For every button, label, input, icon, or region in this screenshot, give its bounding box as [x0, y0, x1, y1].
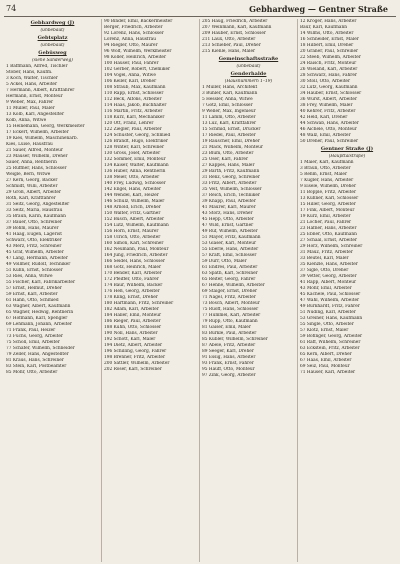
- resident-entry: 3 Bühler, Karl, Kaufmann: [202, 91, 258, 96]
- resident-entry: 71 Frank, Paul, Heizer: [6, 328, 56, 333]
- resident-entry: 198 Brenner, Fritz, Arbeiter: [104, 355, 165, 360]
- resident-entry: 11 Müller, Paul, Maler: [6, 106, 55, 111]
- resident-entry: 37 Reich, Erich, Techniker: [202, 193, 260, 198]
- resident-entry: 9 Weber, Max, Fahrer: [6, 100, 54, 105]
- resident-entry: 12 Kröger, Hans, Arbeiter: [300, 19, 357, 24]
- resident-entry: 93 Frank, Ernst, Fahrer: [202, 361, 254, 366]
- resident-entry: 73 Fuchs, Georg, Arbeiter: [6, 334, 63, 339]
- resident-entry: 162 Neumann, Paul, Monteur: [104, 247, 169, 252]
- directory-column: [4, 19, 102, 562]
- resident-entry: 28 Schwarz, Hans, Fahrer: [300, 73, 357, 78]
- resident-entry: 53 Greiner, Hans, Kaufmann: [300, 316, 363, 321]
- resident-entry: 73 Bosch, Albert, Monteur: [202, 301, 260, 306]
- resident-entry: 128 Winter, Karl, Schreiner: [104, 145, 165, 150]
- resident-entry: 92 Lorenz, Hans, Schlosser: [104, 31, 164, 36]
- resident-entry: 55 Single, Otto, Arbeiter: [300, 322, 354, 327]
- street-heading: Gemeinschaftsstraße: [218, 56, 279, 62]
- resident-entry: 40 Kehrer, Fritz, Arbeiter: [300, 109, 356, 114]
- resident-entry: 41 Rapp, Albert, Monteur: [300, 280, 357, 285]
- resident-entry: 65 Wagner, Hedwig, Rentnerin: [6, 310, 74, 315]
- resident-entry: 21 Sauer, Alfred, Monteur: [6, 148, 63, 153]
- resident-entry: 98 Koller, Heinrich, Arbeiter: [104, 55, 167, 60]
- resident-entry: 57 Ernst, Helmut, Dreher: [6, 286, 62, 291]
- resident-entry: Schmidt, Willi, Arbeiter: [6, 184, 58, 189]
- resident-entry: 20 Graner, Paul, Schreiner: [300, 49, 359, 54]
- resident-entry: 27 Kern, Georg, Bäcker: [6, 178, 58, 183]
- resident-entry: 182 Adam, Karl, Arbeiter: [104, 307, 159, 312]
- resident-entry: 47 Wahl, Wilhelm, Arbeiter: [300, 298, 360, 303]
- resident-entry: 57 Klotz, Ernst, Maler: [300, 328, 349, 333]
- resident-entry: 13 Luz, Karl, Kraftfahrer: [202, 121, 257, 126]
- resident-entry: 186 Rieger, Paul, Arbeiter: [104, 319, 161, 324]
- resident-entry: 61 Hahn, Otto, Schmied: [6, 298, 59, 303]
- resident-entry: 16 Schneider, Ernst, Maler: [300, 37, 359, 42]
- resident-entry: 59 Ernst, Karl, Arbeiter: [6, 292, 58, 297]
- resident-entry: 51 Mayer, Fritz, Kaufmann: [202, 235, 261, 240]
- resident-entry: 114 Haas, Jakob, Buchhalter: [104, 103, 167, 108]
- resident-entry: 172 Pfeiffer, Otto, Fahrer: [104, 277, 159, 282]
- resident-entry: 110 Rapp, Ernst, Schlosser: [104, 91, 164, 96]
- resident-entry: 122 Ziegler, Paul, Arbeiter: [104, 127, 162, 132]
- resident-entry: 205 Haug, Friedrich, Arbeiter: [202, 19, 268, 24]
- resident-entry: 106 Keller, Karl, Dreher: [104, 79, 157, 84]
- resident-entry: 5 Hessler, Anna, Witwe: [202, 97, 253, 102]
- resident-entry: 43 Mohr, Emil, Arbeiter: [300, 286, 352, 291]
- street-note: (unbebaut): [40, 28, 65, 33]
- resident-entry: 15 Hiller, Georg, Arbeiter: [300, 202, 356, 207]
- resident-entry: 39 Knapp, Paul, Arbeiter: [202, 199, 256, 204]
- resident-entry: 91 Essig, Hans, Arbeiter: [202, 355, 256, 360]
- resident-entry: 35 Braun, Karin, Kaufmann: [6, 214, 66, 219]
- resident-entry: 35 Veit, Wilhelm, Schlosser: [202, 187, 262, 192]
- resident-entry: 67 Haas, Emil, Arbeiter: [300, 358, 352, 363]
- resident-entry: 45 Hepp, Otto, Arbeiter: [202, 217, 254, 222]
- resident-entry: 108 Straub, Max, Kaufmann: [104, 85, 166, 90]
- resident-entry: 95 Hauff, Otto, Monteur: [202, 367, 255, 372]
- resident-entry: 158 Ulrich, Otto, Arbeiter: [104, 235, 161, 240]
- resident-entry: 124 Schuster, Georg, Schmied: [104, 133, 171, 138]
- resident-entry: Lorenz, Anna, Hausfrau: [104, 37, 156, 42]
- resident-entry: 23 Hafner, Hans, Arbeiter: [300, 226, 357, 231]
- resident-entry: 9 Eisele, Wilhelm, Dreher: [300, 184, 356, 189]
- resident-entry: 1 Maier, Karl, Kaufmann: [300, 160, 354, 165]
- resident-entry: 9 Weller, Max, Ingenieur: [202, 109, 256, 114]
- resident-entry: 138 Meier, Otto, Arbeiter: [104, 175, 160, 180]
- resident-entry: 140 Frey, Ludwig, Schlosser: [104, 181, 166, 186]
- resident-entry: 23 Mauser, Wilhelm, Dreher: [6, 154, 68, 159]
- resident-entry: 90 Binder, Emil, Bäckermeister: [104, 19, 173, 24]
- resident-entry: 41 Haag, Eugen, Lagerist: [6, 232, 62, 237]
- resident-entry: 67 Henne, Wilhelm, Arbeiter: [202, 283, 265, 288]
- resident-entry: 15 Heinemann, Georg, Werkmeister: [6, 124, 85, 129]
- resident-entry: 17 Riedel, Paul, Arbeiter: [202, 133, 256, 138]
- resident-entry: 104 Vogel, Anna, Witwe: [104, 73, 156, 78]
- resident-entry: 31 Renz, Georg, Schreiner: [202, 175, 260, 180]
- resident-entry: 59 Bofinger, Georg, Arbeiter: [300, 334, 363, 339]
- page-header: [0, 3, 400, 15]
- directory-column: [200, 19, 298, 562]
- resident-entry: 176 Heß, Georg, Arbeiter: [104, 289, 160, 294]
- resident-entry: 3 Koch, Walter, Tischler: [6, 76, 58, 81]
- resident-entry: 33 Beutel, Karl, Maler: [300, 256, 349, 261]
- resident-entry: Weigle, Bern, Witwe: [6, 172, 51, 177]
- resident-entry: 148 Arnold, Erich, Dreher: [104, 205, 161, 210]
- resident-entry: 75 Ruoff, Hans, Schlosser: [202, 307, 259, 312]
- resident-entry: 49 Völlmer, Rudolf, Techniker: [6, 262, 71, 267]
- resident-entry: 87 Abele, Fritz, Arbeiter: [202, 343, 256, 348]
- resident-entry: 142 Engel, Hans, Arbeiter: [104, 187, 162, 192]
- resident-entry: 83 Stein, Karl, Postbeamter: [6, 364, 67, 369]
- resident-entry: 134 Kaiser, Walter, Kaufmann: [104, 163, 169, 168]
- resident-entry: Kies, Luise, Hausfrau: [6, 142, 53, 147]
- resident-entry: 207 Weinmann, Karl, Kaufmann: [202, 25, 272, 30]
- resident-entry: 63 Eckstein, Fritz, Arbeiter: [300, 346, 360, 351]
- resident-entry: 55 Eberle, Hans, Arbeiter: [202, 247, 259, 252]
- resident-entry: 37 Bauer, Otto, Schreiner: [6, 220, 62, 225]
- resident-entry: 146 Schulz, Wilhelm, Maler: [104, 199, 165, 204]
- resident-entry: 79 Rupp, Otto, Kaufmann: [202, 319, 258, 324]
- resident-entry: Kolb, Anna, Witwe: [6, 118, 47, 123]
- resident-entry: 202 Roser, Karl, Schreiner: [104, 367, 162, 372]
- resident-entry: 11 Böpple, Fritz, Arbeiter: [300, 190, 357, 195]
- resident-entry: 69 Staiger, Ernst, Dreher: [202, 289, 258, 294]
- resident-entry: 116 Martin, Fritz, Arbeiter: [104, 109, 163, 114]
- resident-entry: 65 Kern, Albert, Dreher: [300, 352, 352, 357]
- resident-entry: Stöber, Hans, Kaufm.: [6, 70, 53, 75]
- resident-entry: 168 Götz, Heinrich, Maler: [104, 265, 162, 270]
- resident-entry: 5 Ackel, Hans, Arbeiter: [6, 82, 58, 87]
- resident-entry: 22 Steeb, Wilhelm, Arbeiter: [300, 55, 361, 60]
- resident-entry: 47 Lang, Hermann, Arbeiter: [6, 256, 68, 261]
- resident-entry: 96 Wolf, Wilhelm, Werkmeister: [104, 49, 172, 54]
- resident-entry: 39 Vetter, Georg, Arbeiter: [300, 274, 357, 279]
- resident-entry: 196 Schilling, Georg, Fahrer: [104, 349, 167, 354]
- resident-entry: 36 Wurst, Albert, Arbeiter: [300, 97, 357, 102]
- resident-entry: 81 Kraus, Hans, Schreiner: [6, 358, 64, 363]
- resident-entry: 79 Zeller, Hans, Angestellter: [6, 352, 69, 357]
- resident-entry: 112 Beck, Alfons, Arbeiter: [104, 97, 162, 102]
- resident-entry: Baur, Karl, Kaufmann: [300, 25, 348, 30]
- resident-entry: 17 Fink, Albert, Monteur: [300, 208, 355, 213]
- resident-entry: 29 Groß, Albert, Arbeiter: [6, 190, 61, 195]
- street-heading: Gebtsplatz: [37, 35, 68, 41]
- resident-entry: 50 Dreher, Paul, Schreiner: [300, 139, 359, 144]
- resident-entry: 85 Kübler, Wilhelm, Schreiner: [202, 337, 268, 342]
- resident-entry: 53 Ries, Anna, Witwe: [6, 274, 53, 279]
- resident-entry: 46 Aichele, Otto, Monteur: [300, 127, 357, 132]
- resident-entry: 1 Müller, Hans, Architekt: [202, 85, 258, 90]
- resident-entry: 43 Storz, Hans, Dreher: [202, 211, 253, 216]
- resident-entry: 209 Hauber, Ernst, Schlosser: [202, 31, 266, 36]
- resident-entry: 41 Maurer, Karl, Maurer: [202, 205, 256, 210]
- resident-entry: 17 Eckert, Wilhelm, Arbeiter: [6, 130, 69, 135]
- resident-entry: 81 Gaiser, Emil, Maler: [202, 325, 251, 330]
- resident-entry: 61 Raff, Wilhelm, Schreiner: [300, 340, 361, 345]
- resident-entry: 126 Brandt, Hugo, Elektriker: [104, 139, 168, 144]
- resident-entry: 27 Schaal, Ernst, Arbeiter: [300, 238, 357, 243]
- resident-entry: 19 Kurz, Emil, Arbeiter: [300, 214, 351, 219]
- street-note: (Hausnummern 1–19): [224, 79, 273, 84]
- resident-entry: 5 Rehm, Ernst, Maler: [300, 172, 348, 177]
- resident-entry: 67 Hofmann, Karl, Spengler: [6, 316, 68, 321]
- resident-entry: 144 Wendel, Karl, Heizer: [104, 193, 159, 198]
- resident-entry: 63 Späth, Karl, Schreiner: [202, 271, 258, 276]
- directory-columns: [4, 19, 396, 562]
- resident-entry: 178 Kling, Ernst, Dreher: [104, 295, 158, 300]
- resident-entry: 24 Raisch, Fritz, Monteur: [300, 61, 357, 66]
- resident-entry: 34 Hauber, Ernst, Schlosser: [300, 91, 362, 96]
- street-note: (unbebaut): [40, 43, 65, 48]
- resident-entry: 59 Dürr, Otto, Maler: [202, 259, 247, 264]
- street-heading: Gebüsweg: [38, 50, 67, 56]
- resident-entry: 83 Bürkle, Paul, Arbeiter: [202, 331, 257, 336]
- resident-entry: Roth, Karl, Kraftfahrer: [6, 196, 56, 201]
- resident-entry: 32 Lutz, Georg, Kaufmann: [300, 85, 358, 90]
- resident-entry: 188 Kuhn, Otto, Schlosser: [104, 325, 162, 330]
- page-number: 74: [6, 4, 17, 13]
- resident-entry: 130 Gross, Josef, Arbeiter: [104, 151, 161, 156]
- resident-entry: 164 Jung, Friedrich, Arbeiter: [104, 253, 168, 258]
- street-note: (unbebaut): [236, 64, 261, 69]
- resident-entry: 51 Kühn, Ernst, Schlosser: [6, 268, 63, 273]
- resident-entry: 13 Kolb, Karl, Angestellter: [6, 112, 65, 117]
- resident-entry: 120 Ott, Franz, Lehrer: [104, 121, 154, 126]
- resident-entry: 63 Wagner, Albert, Kaufmann: [6, 304, 71, 309]
- resident-entry: 85 Mohr, Otto, Arbeiter: [6, 370, 58, 375]
- resident-entry: 194 Dietz, Albert, Arbeiter: [104, 343, 163, 348]
- resident-entry: 21 Mack, Wilhelm, Monteur: [202, 145, 263, 150]
- directory-column: [102, 19, 200, 562]
- resident-entry: 190 Noll, Hans, Arbeiter: [104, 331, 158, 336]
- resident-entry: 156 Horn, Ernst, Maurer: [104, 229, 159, 234]
- resident-entry: 61 Endres, Paul, Arbeiter: [202, 265, 258, 270]
- resident-entry: 215 Kienle, Hans, Maler: [202, 49, 256, 54]
- resident-entry: Sauer, Anna, Rentnerin: [6, 160, 57, 165]
- header-rule: [4, 16, 396, 17]
- street-note: (Haupttalstraße): [328, 154, 366, 159]
- resident-entry: 77 Schäfer, Wilhelm, Schneider: [6, 346, 75, 351]
- resident-entry: 160 Simon, Karl, Schreiner: [104, 241, 164, 246]
- resident-entry: 14 Wilms, Otto, Arbeiter: [300, 31, 354, 36]
- resident-entry: 170 Bender, Karl, Arbeiter: [104, 271, 162, 276]
- resident-entry: 51 Nuding, Karl, Arbeiter: [300, 310, 356, 315]
- resident-entry: 48 Walz, Emil, Arbeiter: [300, 133, 351, 138]
- resident-entry: 152 Busch, Albert, Arbeiter: [104, 217, 165, 222]
- resident-entry: 45 Kächele, Paul, Schlosser: [300, 292, 361, 297]
- resident-entry: 44 Schwab, Hans, Arbeiter: [300, 121, 359, 126]
- resident-entry: 21 Locher, Paul, Fahrer: [300, 220, 352, 225]
- resident-entry: 35 Kienzle, Hans, Arbeiter: [300, 262, 358, 267]
- street-heading: Gentner Straße (J): [320, 146, 374, 152]
- resident-entry: 15 Schmid, Ernst, Drucker: [202, 127, 261, 132]
- resident-entry: Berger, Friedrich, Arbeiter: [104, 25, 163, 30]
- resident-entry: 31 Seitz, Georg, Angestellter: [6, 202, 70, 207]
- resident-entry: 7 Hermann, Albert, Kraftfahrer: [6, 88, 75, 93]
- resident-entry: 213 Schieber, Paul, Dreher: [202, 43, 261, 48]
- resident-entry: 65 Reiter, Georg, Fahrer: [202, 277, 256, 282]
- resident-entry: 19 Rauscher, Emil, Dreher: [202, 139, 260, 144]
- resident-entry: 31 Mauz, Fritz, Arbeiter: [300, 250, 353, 255]
- resident-entry: 29 Hörz, Wilhelm, Schreiner: [300, 244, 363, 249]
- resident-entry: 19 Kies, Wilhelm, Maschinenarb.: [6, 136, 79, 141]
- resident-entry: 43 Merz, Fritz, Schreiner: [6, 244, 62, 249]
- resident-entry: 192 Schott, Karl, Maler: [104, 337, 156, 342]
- street-note: (siehe Sanderweg): [32, 58, 73, 63]
- resident-entry: 75 Scholl, Emil, Arbeiter: [6, 340, 60, 345]
- resident-entry: 26 Wieland, Karl, Arbeiter: [300, 67, 358, 72]
- resident-entry: 45 Graf, Wilhelm, Arbeiter: [6, 250, 64, 255]
- resident-entry: 25 Rüffner, Hans, Schlosser: [6, 166, 67, 171]
- resident-entry: 49 Burkhardt, Fritz, Fahrer: [300, 304, 360, 309]
- resident-entry: 33 Fritz, Albert, Arbeiter: [202, 181, 257, 186]
- resident-entry: 180 Hartmann, Fritz, Schreiner: [104, 301, 174, 306]
- resident-entry: 71 Hauser, Karl, Arbeiter: [300, 370, 356, 375]
- resident-entry: 69 Seiz, Paul, Monteur: [300, 364, 350, 369]
- resident-entry: 1 Bäffmann, Alfred, Tischler: [6, 64, 68, 69]
- resident-entry: 136 Huber, Anna, Rentnerin: [104, 169, 166, 174]
- resident-entry: 33 Seitz, Maria, Hausfrau: [6, 208, 63, 213]
- resident-entry: 18 Hilbert, Emil, Dreher: [300, 43, 354, 48]
- resident-entry: 200 Sattler, Wilhelm, Arbeiter: [104, 361, 170, 366]
- directory-column: [298, 19, 396, 562]
- resident-entry: 118 Kurz, Karl, Mechaniker: [104, 115, 165, 120]
- resident-entry: 211 Laux, Otto, Arbeiter: [202, 37, 256, 42]
- resident-entry: 55 Fischer, Karl, Fabrikarbeiter: [6, 280, 75, 285]
- resident-entry: 38 Frey, Wilhelm, Maler: [300, 103, 353, 108]
- resident-entry: 100 Hauser, Paul, Fahrer: [104, 61, 159, 66]
- running-title: Gebhardweg — Gentner Straße: [249, 4, 388, 14]
- resident-entry: 39 Böhm, Hans, Maurer: [6, 226, 59, 231]
- resident-entry: 11 Lamm, Otto, Arbeiter: [202, 115, 256, 120]
- resident-entry: 166 Seidel, Hans, Schlosser: [104, 259, 165, 264]
- resident-entry: 102 Gerber, Robert, Chemiker: [104, 67, 171, 72]
- resident-entry: 30 Stoll, Otto, Arbeiter: [300, 79, 351, 84]
- resident-entry: 57 Kraft, Emil, Schlosser: [202, 253, 257, 258]
- resident-entry: 132 Sommer, Emil, Monteur: [104, 157, 166, 162]
- resident-entry: 7 Kugler, Hans, Arbeiter: [300, 178, 354, 183]
- resident-entry: Schwarz, Otto, Elektriker: [6, 238, 62, 243]
- resident-entry: 94 Riegler, Otto, Maurer: [104, 43, 158, 48]
- resident-entry: 13 Kühner, Karl, Schlosser: [300, 196, 359, 201]
- resident-entry: 7 Götz, Emil, Schlosser: [202, 103, 253, 108]
- resident-entry: 71 Nagel, Fritz, Arbeiter: [202, 295, 256, 300]
- resident-entry: Hermann, Ernst, Monteur: [6, 94, 63, 99]
- resident-entry: 27 Kappes, Hans, Maler: [202, 163, 255, 168]
- resident-entry: 37 Sigle, Otto, Dreher: [300, 268, 349, 273]
- street-heading: Genderhalde: [230, 71, 267, 77]
- resident-entry: 174 Baur, Wilhelm, Bäcker: [104, 283, 163, 288]
- resident-entry: 3 Braun, Otto, Arbeiter: [300, 166, 351, 171]
- resident-entry: 47 Wild, Ernst, Gärtner: [202, 223, 254, 228]
- resident-entry: 184 Haller, Emil, Monteur: [104, 313, 162, 318]
- resident-entry: 150 Walter, Fritz, Gärtner: [104, 211, 161, 216]
- resident-entry: 23 Blum, Otto, Arbeiter: [202, 151, 254, 156]
- resident-entry: 25 Ebner, Otto, Kaufmann: [300, 232, 357, 237]
- resident-entry: 97 Zink, Georg, Arbeiter: [202, 373, 256, 378]
- resident-entry: 69 Lehmann, Johann, Arbeiter: [6, 322, 72, 327]
- resident-entry: 89 Seeger, Karl, Dreher: [202, 349, 254, 354]
- resident-entry: 42 Held, Karl, Dreher: [300, 115, 348, 120]
- resident-entry: 53 Glaser, Karl, Monteur: [202, 241, 257, 246]
- resident-entry: 154 Lutz, Wilhelm, Kaufmann: [104, 223, 169, 228]
- resident-entry: 49 Ruf, Wilhelm, Arbeiter: [202, 229, 258, 234]
- resident-entry: 29 Barth, Fritz, Kaufmann: [202, 169, 260, 174]
- resident-entry: 25 Oser, Karl, Fahrer: [202, 157, 249, 162]
- resident-entry: 77 Hummel, Karl, Arbeiter: [202, 313, 261, 318]
- street-heading: Gebhardweg (J): [30, 20, 75, 26]
